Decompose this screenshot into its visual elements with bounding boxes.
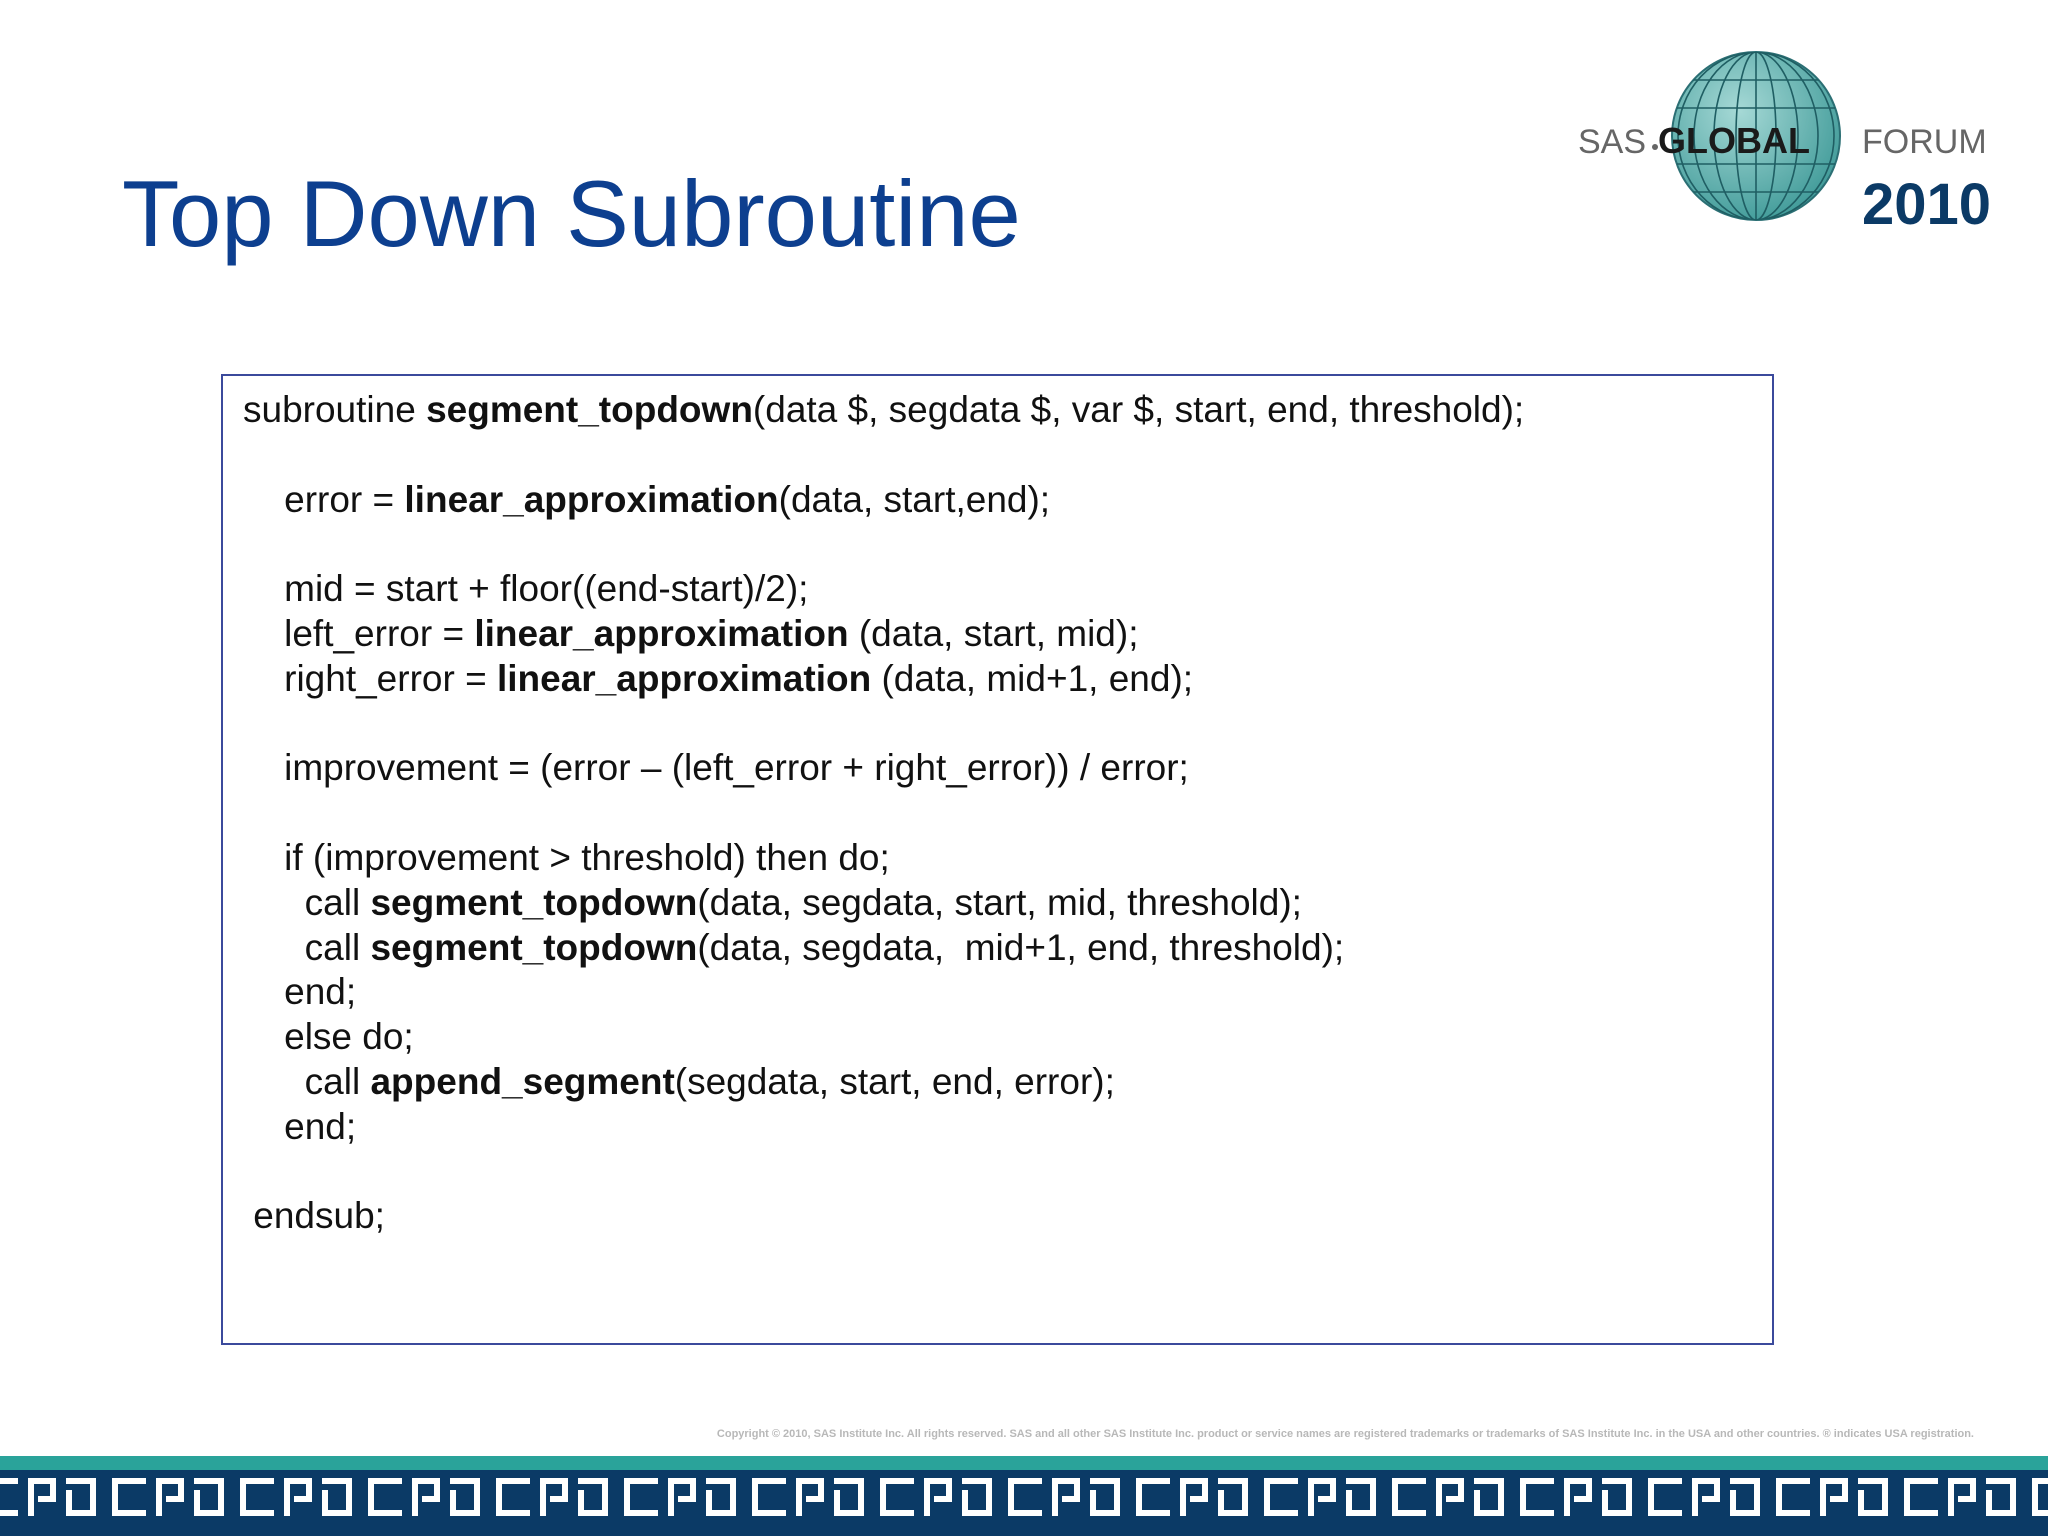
code-text: (data $, segdata $, var $, start, end, threshold); <box>752 389 1525 430</box>
code-line <box>243 567 808 611</box>
code-text: mid = start + floor((end-start)/2); <box>243 568 809 610</box>
code-text: end; <box>243 1105 357 1147</box>
code-function-name: segment_topdown <box>370 881 698 923</box>
code-text: improvement = (error – (left_error + right_error)) / error; <box>243 747 1189 789</box>
code-text: (data, start, mid); <box>848 613 1139 654</box>
code-text: right_error = <box>243 657 497 699</box>
copyright-notice: Copyright © 2010, SAS Institute Inc. All rights reserved. SAS and all other SAS Institute Inc. product or service names are registered trademarks or trademarks of SAS Institute Inc. in the USA and other countries. ® indicates USA registration. <box>716 1428 1974 1440</box>
code-line <box>243 612 1138 656</box>
logo-forum-text: FORUM <box>1862 123 1987 161</box>
code-text: left_error = <box>243 613 475 654</box>
logo-sas-text: SAS <box>1578 123 1647 161</box>
code-text: (data, segdata, start, mid, threshold); <box>697 881 1302 923</box>
code-text: end; <box>243 971 357 1013</box>
code-function-name: segment_topdown <box>370 926 698 968</box>
code-function-name: segment_topdown <box>426 389 753 430</box>
code-text: subroutine <box>243 389 427 430</box>
code-text: error = <box>243 478 405 520</box>
code-function-name: linear_approximation <box>474 613 849 654</box>
code-text: (data, segdata, mid+1, end, threshold); <box>697 926 1345 968</box>
code-line <box>243 1060 1115 1104</box>
code-function-name: linear_approximation <box>404 478 779 520</box>
sas-global-forum-logo <box>1574 46 2004 236</box>
code-line <box>243 657 1193 701</box>
logo-global-text: GLOBAL <box>1658 120 1810 161</box>
code-text: if (improvement > threshold) then do; <box>243 837 890 878</box>
code-function-name: linear_approximation <box>496 657 872 699</box>
code-line <box>243 1194 385 1238</box>
code-text: (segdata, start, end, error); <box>674 1061 1115 1102</box>
code-line <box>243 970 356 1014</box>
code-text: (data, start,end); <box>778 478 1051 520</box>
code-text: (data, mid+1, end); <box>871 657 1194 699</box>
code-block <box>221 374 1774 1345</box>
code-line <box>243 388 1524 432</box>
slide-title: Top Down Subroutine <box>122 161 1021 266</box>
code-text: call <box>243 926 371 968</box>
code-text: call <box>243 1061 371 1102</box>
code-text: endsub; <box>243 1195 385 1237</box>
logo-year-text: 2010 <box>1862 172 1992 236</box>
code-text: else do; <box>243 1016 414 1058</box>
code-text: call <box>243 881 371 923</box>
code-function-name: append_segment <box>370 1061 675 1102</box>
footer-pattern-band <box>0 1456 2048 1536</box>
code-line <box>243 478 1050 522</box>
code-line <box>243 1015 414 1059</box>
code-line <box>243 1105 356 1149</box>
code-line <box>243 836 890 880</box>
code-line <box>243 881 1302 925</box>
code-line <box>243 746 1189 790</box>
code-line <box>243 926 1344 970</box>
